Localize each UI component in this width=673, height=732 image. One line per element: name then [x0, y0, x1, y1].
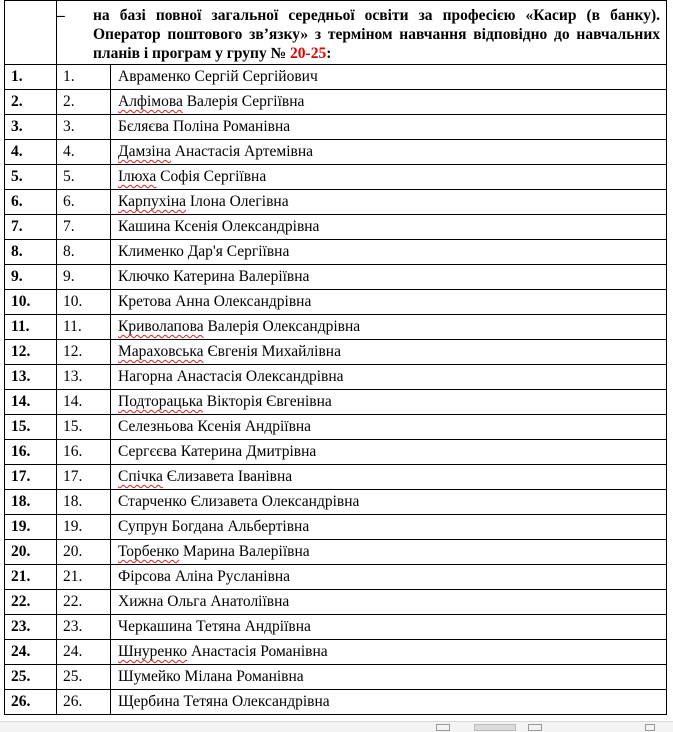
student-given-names: Євгенія Михайлівна — [203, 343, 341, 360]
row-number-bold: 4. — [5, 140, 57, 165]
row-number: 21. — [57, 565, 111, 590]
student-surname: Сергєєва — [118, 443, 177, 460]
row-number-bold: 2. — [5, 90, 57, 115]
header-cell — [57, 1, 667, 65]
student-given-names: Дар'я Сергіївна — [183, 243, 290, 260]
table-row — [5, 615, 667, 640]
row-number: 25. — [57, 665, 111, 690]
student-surname: Ключко — [118, 268, 170, 285]
student-given-names: Анастасія Романівна — [187, 643, 328, 660]
student-given-names: Анастасія Олександрівна — [172, 368, 344, 385]
row-number-bold: 26. — [5, 690, 57, 715]
row-number: 1. — [57, 65, 111, 90]
row-number: 9. — [57, 265, 111, 290]
student-given-names: Ілона Олегівна — [186, 193, 289, 210]
table-row — [5, 215, 667, 240]
table-row — [5, 515, 667, 540]
student-list-table — [4, 0, 667, 715]
student-name — [111, 590, 667, 615]
student-name — [111, 290, 667, 315]
student-surname: Дамзіна — [118, 143, 171, 160]
zoom-out-icon[interactable] — [645, 724, 663, 730]
student-name — [111, 190, 667, 215]
row-number-bold: 6. — [5, 190, 57, 215]
student-surname: Щербина — [118, 693, 180, 710]
student-given-names: Вікторія Євгенівна — [202, 393, 332, 410]
row-number-bold: 15. — [5, 415, 57, 440]
row-number: 24. — [57, 640, 111, 665]
student-surname: Фірсова — [118, 568, 171, 585]
row-number-bold: 13. — [5, 365, 57, 390]
row-number: 13. — [57, 365, 111, 390]
student-given-names: Катерина Валеріївна — [169, 268, 310, 285]
student-surname: Нагорна — [118, 368, 173, 385]
student-given-names: Катерина Дмитрівна — [176, 443, 317, 460]
row-number-bold: 25. — [5, 665, 57, 690]
row-number: 19. — [57, 515, 111, 540]
table-row — [5, 390, 667, 415]
row-number: 7. — [57, 215, 111, 240]
row-number-bold: 18. — [5, 490, 57, 515]
row-number: 5. — [57, 165, 111, 190]
student-name — [111, 240, 667, 265]
group-description-colon: : — [326, 45, 332, 62]
row-number: 6. — [57, 190, 111, 215]
student-name — [111, 315, 667, 340]
table-row — [5, 415, 667, 440]
row-number: 4. — [57, 140, 111, 165]
student-surname: Бєляєва — [118, 118, 170, 135]
table-row — [5, 590, 667, 615]
table-row — [5, 565, 667, 590]
row-number-bold: 16. — [5, 440, 57, 465]
student-given-names: Ксенія Андріївна — [193, 418, 312, 435]
row-number-bold: 17. — [5, 465, 57, 490]
student-surname: Алфімова — [118, 93, 183, 110]
student-surname: Криволапова — [118, 318, 204, 335]
student-name — [111, 640, 667, 665]
row-number: 18. — [57, 490, 111, 515]
student-surname: Черкашина — [118, 618, 193, 635]
student-given-names: Тетяна Олександрівна — [179, 693, 330, 710]
student-surname: Ілюха — [118, 168, 157, 185]
student-given-names: Єлизавета Іванівна — [162, 468, 293, 485]
student-given-names: Сергій Сергійович — [190, 68, 318, 85]
row-number: 20. — [57, 540, 111, 565]
student-name — [111, 165, 667, 190]
student-surname: Спічка — [118, 468, 163, 485]
row-number-bold: 8. — [5, 240, 57, 265]
row-number-bold: 22. — [5, 590, 57, 615]
row-number-bold: 1. — [5, 65, 57, 90]
student-given-names: Анастасія Артемівна — [170, 143, 314, 160]
student-given-names: Софія Сергіївна — [156, 168, 267, 185]
row-number: 17. — [57, 465, 111, 490]
row-number-bold: 7. — [5, 215, 57, 240]
student-name — [111, 90, 667, 115]
row-number: 14. — [57, 390, 111, 415]
student-surname: Подторацька — [118, 393, 203, 410]
row-number: 12. — [57, 340, 111, 365]
row-number: 3. — [57, 115, 111, 140]
row-number-bold: 14. — [5, 390, 57, 415]
student-name — [111, 115, 667, 140]
student-given-names: Єлизавета Олександрівна — [186, 493, 360, 510]
student-name — [111, 365, 667, 390]
student-name — [111, 215, 667, 240]
student-given-names: Ксенія Олександрівна — [170, 218, 320, 235]
row-number-bold: 12. — [5, 340, 57, 365]
table-row — [5, 440, 667, 465]
row-number-bold: 9. — [5, 265, 57, 290]
row-number-bold: 20. — [5, 540, 57, 565]
row-number: 16. — [57, 440, 111, 465]
table-row — [5, 490, 667, 515]
table-row — [5, 165, 667, 190]
student-name — [111, 390, 667, 415]
table-row — [5, 265, 667, 290]
student-name — [111, 265, 667, 290]
student-given-names: Марина Валеріївна — [179, 543, 310, 560]
student-given-names: Анна Олександрівна — [171, 293, 312, 310]
student-given-names: Аліна Русланівна — [170, 568, 291, 585]
table-row — [5, 465, 667, 490]
student-name — [111, 665, 667, 690]
table-row — [5, 115, 667, 140]
row-number: 8. — [57, 240, 111, 265]
table-header-row — [5, 1, 667, 65]
table-row — [5, 665, 667, 690]
student-name — [111, 65, 667, 90]
student-given-names: Ольга Анатоліївна — [163, 593, 290, 610]
student-surname: Карпухіна — [118, 193, 187, 210]
student-surname: Кашина — [118, 218, 171, 235]
student-surname: Хижна — [118, 593, 164, 610]
document-page — [4, 0, 667, 715]
row-number: 10. — [57, 290, 111, 315]
student-name — [111, 415, 667, 440]
student-surname: Шнуренко — [118, 643, 188, 660]
row-number-bold: 19. — [5, 515, 57, 540]
student-name — [111, 540, 667, 565]
student-name — [111, 515, 667, 540]
table-row — [5, 90, 667, 115]
table-row — [5, 315, 667, 340]
student-given-names: Тетяна Андріївна — [192, 618, 311, 635]
student-surname: Шумейко — [118, 668, 181, 685]
student-surname: Кретова — [118, 293, 172, 310]
row-number-bold: 24. — [5, 640, 57, 665]
student-surname: Старченко — [118, 493, 187, 510]
row-number: 2. — [57, 90, 111, 115]
student-surname: Мараховська — [118, 343, 204, 360]
row-number: 22. — [57, 590, 111, 615]
table-row — [5, 290, 667, 315]
table-row — [5, 365, 667, 390]
student-surname: Супрун — [118, 518, 168, 535]
table-row — [5, 190, 667, 215]
student-name — [111, 340, 667, 365]
table-row — [5, 690, 667, 715]
group-description — [93, 6, 660, 63]
student-given-names: Поліна Романівна — [169, 118, 291, 135]
view-web-layout-icon[interactable] — [528, 724, 546, 730]
student-name — [111, 140, 667, 165]
table-row — [5, 240, 667, 265]
row-number-bold: 21. — [5, 565, 57, 590]
student-name — [111, 690, 667, 715]
row-number-bold: 11. — [5, 315, 57, 340]
student-surname: Авраменко — [118, 68, 191, 85]
student-surname: Клименко — [118, 243, 184, 260]
student-given-names: Богдана Альбертівна — [167, 518, 310, 535]
table-row — [5, 140, 667, 165]
table-row — [5, 65, 667, 90]
student-name — [111, 565, 667, 590]
student-surname: Торбенко — [118, 543, 180, 560]
row-number: 11. — [57, 315, 111, 340]
row-number: 23. — [57, 615, 111, 640]
student-given-names: Мілана Романівна — [180, 668, 304, 685]
student-name — [111, 465, 667, 490]
list-dash: – — [57, 7, 65, 24]
row-number: 15. — [57, 415, 111, 440]
student-name — [111, 440, 667, 465]
header-empty-cell — [5, 1, 57, 65]
row-number: 26. — [57, 690, 111, 715]
table-row — [5, 640, 667, 665]
table-row — [5, 340, 667, 365]
row-number-bold: 10. — [5, 290, 57, 315]
student-name — [111, 490, 667, 515]
table-row — [5, 540, 667, 565]
group-number: 20-25 — [290, 45, 327, 62]
student-given-names: Валерія Олександрівна — [203, 318, 361, 335]
row-number-bold: 3. — [5, 115, 57, 140]
student-name — [111, 615, 667, 640]
row-number-bold: 23. — [5, 615, 57, 640]
view-read-mode-icon[interactable] — [436, 724, 454, 730]
window-bottom-scrollbar[interactable] — [0, 721, 673, 732]
student-surname: Селезньова — [118, 418, 194, 435]
group-description-text: на базі повної загальної середньої освіти за професією «Касир (в банку). Оператор поштового зв’язку» з терміном навчання відповідно до навчальних планів і програм у групу № — [93, 7, 660, 62]
view-print-layout-icon[interactable] — [474, 724, 516, 731]
row-number-bold: 5. — [5, 165, 57, 190]
student-given-names: Валерія Сергіївна — [182, 93, 305, 110]
